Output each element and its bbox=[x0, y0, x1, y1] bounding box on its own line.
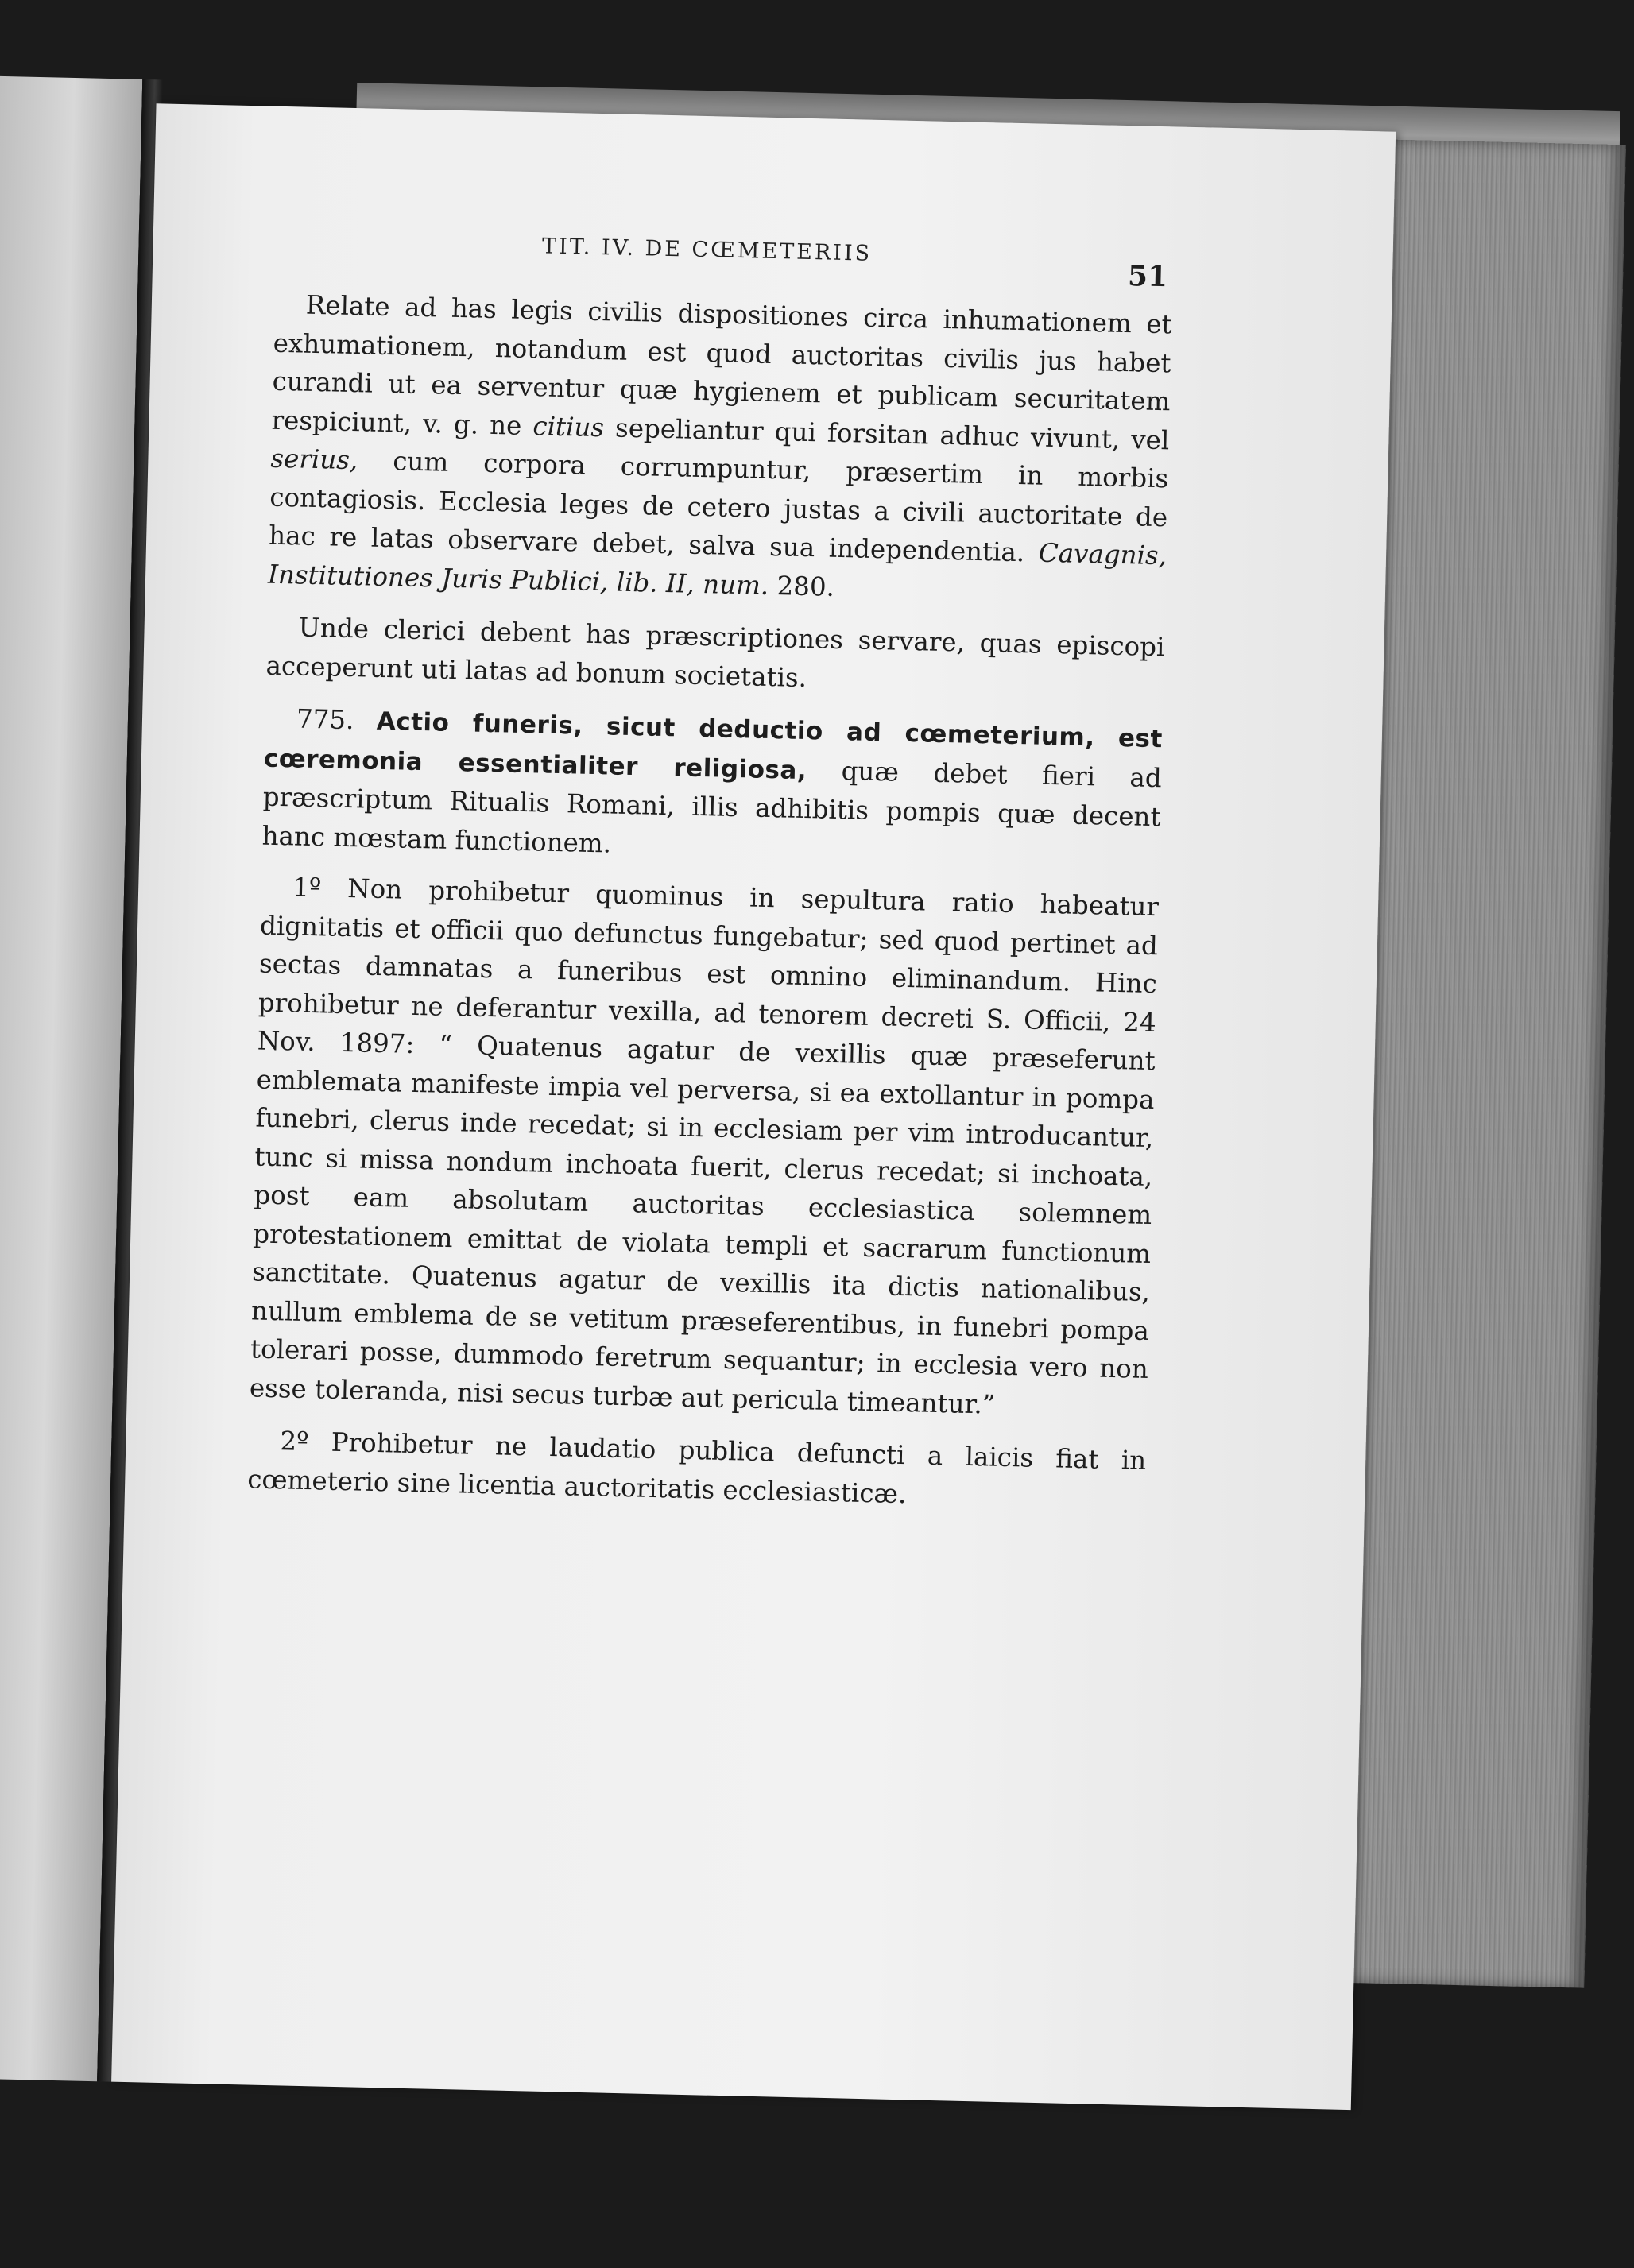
paragraph-civil-law bbox=[268, 285, 1173, 614]
paragraph-text: cum corpora corrumpuntur, præsertim in morbis contagiosis. Ecclesia leges de cetero justas a civili auctoritate de hac re latas observare debet, salva sua independentia. bbox=[268, 445, 1169, 568]
paragraph-text: sepeliantur qui forsitan adhuc vivunt, vel bbox=[603, 412, 1170, 455]
page-number: 51 bbox=[1127, 259, 1168, 294]
section-number: 775. bbox=[296, 703, 354, 736]
paragraph-clerics: Unde clerici debent has præscriptiones servare, quas episcopi acceperunt uti latas ad bonum societatis. bbox=[265, 612, 1165, 693]
paragraph-775 bbox=[261, 699, 1163, 876]
paragraph-point-2: 2º Prohibetur ne laudatio publica defuncti a laicis fiat in cœmeterio sine licentia auctoritatis ecclesiasticæ. bbox=[246, 1426, 1147, 1509]
italic-word: citius bbox=[532, 410, 605, 443]
running-head: TIT. IV. DE CŒMETERIIS bbox=[541, 234, 873, 266]
page-body bbox=[246, 285, 1172, 1533]
citation-number: 280. bbox=[768, 570, 835, 602]
italic-word: serius, bbox=[270, 443, 358, 476]
paragraph-text: quæ debet fieri ad præscriptum Ritualis Romani, illis adhibitis pompis quæ decent hanc mœstam functionem. bbox=[261, 754, 1163, 859]
paragraph-text: Relate ad has legis civilis dispositiones circa inhumationem et exhumationem, notandum est quod auctoritas civilis jus habet curandi ut ea serventur quæ hygienem et publicam securitatem respiciunt, v. g. ne bbox=[271, 289, 1173, 441]
paragraph-point-1: 1º Non prohibetur quominus in sepultura ratio habeatur dignitatis et officii quo defunctus fungebatur; sed quod pertinet ad sectas damnatas a funeribus est omnino eliminandum. Hinc prohibetur ne deferantur vexilla, ad tenorem decreti S. Officii, 24 Nov. 1897: “ Quatenus agatur de vexillis quæ præseferunt emblemata manifeste impia vel perversa, si ea extollantur in pompa funebri, clerus inde recedat; si in ecclesiam per vim introducantur, tunc si missa nondum inchoata fuerit, clerus recedat; si inchoata, post eam absolutam auctoritas ecclesiastica solemnem protestationem emittat de violata templi et sacrarum functionum sanctitate. Quatenus agatur de vexillis ita dictis nationalibus, nullum emblema de se vetitum præseferentibus, in funebri pompa tolerari posse, dummodo feretrum sequantur; in ecclesia vero non esse toleranda, nisi secus turbæ aut pericula timeantur.” bbox=[249, 872, 1160, 1420]
section-heading: Actio funeris, sicut deductio ad cœmeterium, est cœremonia essentialiter religiosa, bbox=[263, 706, 1164, 785]
citation: Cavagnis, Institutiones Juris Publici, lib. II, num. bbox=[267, 537, 1167, 601]
